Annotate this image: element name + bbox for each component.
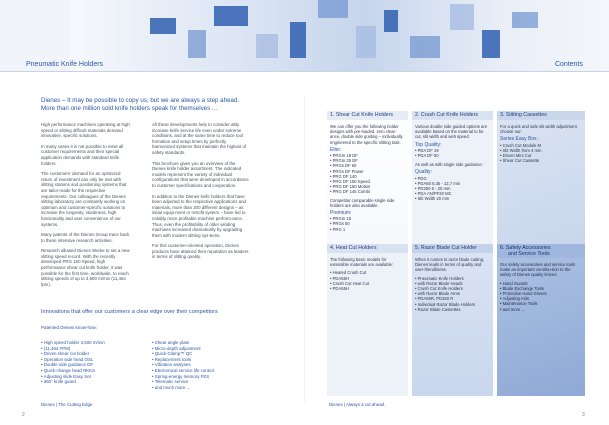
banner-tile bbox=[150, 18, 176, 34]
list-item: • Adjusting Aids bbox=[500, 296, 582, 301]
banner-tile bbox=[214, 6, 248, 26]
card-body bbox=[330, 124, 405, 232]
list-item: • Razor Blade Cassettes bbox=[415, 307, 490, 312]
list-item: • and much more ... bbox=[152, 385, 214, 391]
list-item: • Driven Mini Cut bbox=[500, 153, 582, 158]
header-divider bbox=[0, 71, 609, 72]
list-item: • PRG DF 145 Combi bbox=[330, 189, 405, 194]
premium-list bbox=[330, 216, 405, 232]
card-title bbox=[497, 244, 585, 258]
body-paragraph: The customers' demand for an optimized return of investment can only be met with slitting stations and positioning systems that are tailor-made for the respective requirements. Our colleagues of the Dienes slitting laboratory are constantly working on optimum and customer-specific solutions to increase the longevity, sturdiness, high functionality and user convenience of our systems. bbox=[41, 171, 127, 227]
card-subheading: Top Quality: bbox=[415, 141, 442, 148]
banner-tile bbox=[256, 34, 278, 58]
page-number-right: 3 bbox=[582, 412, 585, 418]
list-item: • with Razor Blade Heads bbox=[415, 281, 490, 286]
list-item: • PRG DF 150 Motion bbox=[330, 184, 405, 189]
intro-heading-line: Dienes – It may be possible to copy us, but we are always a step ahead. bbox=[41, 97, 240, 104]
list-item: • PDA DF 50 bbox=[415, 153, 490, 158]
list-item: • PRGs DF Power bbox=[330, 169, 405, 174]
card-subheading: Series Easy Box : bbox=[500, 136, 540, 143]
card-body bbox=[500, 124, 582, 163]
list-item: • Protective Hand Gloves bbox=[500, 291, 582, 296]
list-item: • Individual Razor Blade Holders bbox=[415, 302, 490, 307]
card-title: 2. Crush Cut Knife Holders bbox=[412, 111, 493, 120]
card-title: 3. Slitting Cassettes bbox=[497, 111, 585, 120]
list-item: • PRGm 19 DF bbox=[330, 153, 405, 158]
list-item: • PRGs 50 bbox=[330, 221, 405, 226]
list-item: • PD250 6 - 20 mm bbox=[415, 186, 490, 191]
banner-tile bbox=[356, 26, 376, 58]
list-item: • PRG DF 140 bbox=[330, 174, 405, 179]
list-item: • Heated Crush Cut bbox=[330, 270, 405, 275]
banner-tile bbox=[384, 10, 398, 32]
card-intro: Various double side guided options are available based on the material to be cut, slit width and web speed. bbox=[415, 124, 488, 140]
card-title: 4. Heat Cut Holders bbox=[327, 244, 408, 253]
banner-tile bbox=[318, 0, 348, 18]
list-item: • High speed holder 3,500 m/min bbox=[41, 340, 105, 346]
page-number-left: 2 bbox=[22, 412, 25, 418]
list-item: • Vibration analyses bbox=[152, 362, 214, 368]
patented-label: Patented Dienes know-how: bbox=[41, 325, 98, 330]
contents-title: Contents bbox=[554, 61, 583, 68]
list-item: • Telematic service bbox=[152, 379, 214, 385]
list-item: • PDG bbox=[415, 176, 490, 181]
list-item: • and more ... bbox=[500, 307, 582, 312]
elite-list bbox=[330, 153, 405, 195]
section-title: Pneumatic Knife Holders bbox=[26, 61, 104, 68]
list-item: • PDA AN/PF20 MC bbox=[415, 191, 490, 196]
list-item: • Maintenance Tools bbox=[500, 301, 582, 306]
list-item: • 360° knife guard bbox=[41, 379, 105, 385]
body-paragraph: Research allowed Dienes Werke to set a new slitting speed record. With the recently developed PRG 150 Speed, high performance shear cut knife holder, it was possible for the first time, worldwide, to reach slitting speeds of up to 3,500 m/min (11,464 fpm). bbox=[41, 248, 130, 287]
list-item: • (11,464 FPM) bbox=[41, 346, 105, 352]
card-subheading: Premium: bbox=[330, 210, 352, 217]
card-body bbox=[415, 257, 490, 312]
list-item: • PDA50 6,35 - 12,7 mm bbox=[415, 181, 490, 186]
banner-tile bbox=[410, 36, 440, 58]
card-intro: When it comes to razor blade cutting, Dienes leads in terms of quality and user-friendliness. bbox=[415, 257, 485, 273]
banner-tile bbox=[512, 12, 538, 28]
contents-card-safety[interactable] bbox=[497, 244, 585, 396]
card-intro: Our safety accessories and service tools make an important contribu-tion to the safety of Dienes quality knives: bbox=[500, 262, 576, 278]
header-banner bbox=[0, 0, 609, 72]
list-item: • Driven shear cut holder bbox=[41, 351, 105, 357]
banner-tile bbox=[290, 22, 306, 58]
card-subheading: Quality: bbox=[415, 169, 432, 176]
list-item: • Crush Cut Module M bbox=[500, 143, 582, 148]
quality-list bbox=[415, 176, 490, 202]
innovations-heading: Innovations that offer our customers a clear edge over their competitors bbox=[41, 309, 218, 315]
footer-tagline-right: Dienes | Always a cut ahead. bbox=[329, 402, 386, 407]
body-paragraph: In addition to the Dienes knife holders that have been adjusted to the respective applications and materials, more than 200 different designs – as initial equip-ment or retrofit system – have led to notably more profitable machine perform-ance. Thus, even the profitability of older winding machines increased dramatically by upgrading them with modern slitting sys-tems. bbox=[152, 193, 246, 238]
list-item: • Micro-depth adjustment bbox=[152, 346, 214, 352]
list-item: • PDA55R, PD250 R bbox=[415, 296, 490, 301]
list-item: • with Razor Blade Arms bbox=[415, 291, 490, 296]
list-item: • PRG 1 bbox=[330, 227, 405, 232]
list-item: • Shear Cut Cassette bbox=[500, 158, 582, 163]
contents-card-razor-blade[interactable] bbox=[412, 244, 493, 396]
card-intro: The following basic models for extensible materials are available: bbox=[330, 257, 394, 268]
body-paragraph: Many patents of the Dienes Group trace back to these intensive research activities. bbox=[41, 232, 130, 243]
list-item: • Crush Cut Knife Holders bbox=[415, 286, 490, 291]
patent-list-1 bbox=[41, 340, 105, 385]
banner-tile bbox=[450, 4, 474, 30]
list-item: • Hand Guards bbox=[500, 281, 582, 286]
contents-card-crush-cut[interactable] bbox=[412, 111, 493, 253]
list-item: • Quick-change head RKKS bbox=[41, 368, 105, 374]
body-paragraph: This brochure gives you an overview of the Dienes knife holder assortment. The indicated models represent the variety of individual configurations that were developed in accordance to customer specifications and cooperation. bbox=[152, 160, 249, 188]
intro-heading bbox=[41, 97, 291, 113]
body-paragraph: All these developments help to consider-ably increase knife service life even under extreme conditions, and at the same time to reduce tool formation and setup times by perfectly harmonized systems that maintain the highest of safety standards. bbox=[152, 122, 247, 155]
body-paragraph: In many cases it is not possible to meet all customer requirements and their special application demands with standard knife holders. bbox=[41, 143, 124, 166]
cassette-list bbox=[500, 143, 582, 164]
card-note: As well as with single side guidance: bbox=[415, 162, 483, 168]
card-note: Competitor comparable single side holders are also available. bbox=[330, 197, 395, 208]
list-item: • Operation side head OSL bbox=[41, 357, 105, 363]
safety-list bbox=[500, 281, 582, 312]
footer-tagline-left: Dienes | The Cutting Edge bbox=[41, 402, 93, 407]
list-item: • Crush Cut Heat Cut bbox=[330, 281, 405, 286]
list-item: • PRGm 25 DF bbox=[330, 158, 405, 163]
card-intro: We can offer you the following holder designs with pre-loaded, zero clear-ance, double side guiding – individually engineered to the specific slitting task. bbox=[330, 124, 403, 145]
card-body bbox=[330, 257, 405, 291]
contents-card-heat-cut[interactable] bbox=[327, 244, 408, 396]
list-item: • PRGm 15 bbox=[330, 216, 405, 221]
list-item: • PDA55H bbox=[330, 286, 405, 291]
card-subheading: Elite: bbox=[330, 146, 342, 153]
card-body bbox=[415, 124, 490, 202]
list-item: • Electronical service life control bbox=[152, 368, 214, 374]
intro-heading-line: More than one million sold knife holders speak for themselves ... bbox=[41, 105, 218, 112]
list-item: • Quick-Clamp™ QC bbox=[152, 351, 214, 357]
banner-tile bbox=[482, 30, 500, 58]
card-title-line: 6. Safety Accessories bbox=[500, 245, 551, 251]
body-column-1 bbox=[41, 122, 131, 292]
card-body bbox=[500, 262, 582, 312]
card-intro: For a quick and safe slit width adjustment choose our: bbox=[500, 124, 577, 135]
top-quality-list bbox=[415, 148, 490, 158]
body-paragraph: For this customer-oriented operation, Dienes products have attained their reputation as leaders in terms of slitting quality. bbox=[152, 243, 249, 260]
list-item: • PDA DF 19 bbox=[415, 148, 490, 153]
body-paragraph: High performance machines operating at high speed or slitting difficult materials demand innovative, specific solutions. bbox=[41, 122, 130, 139]
body-column-2 bbox=[152, 122, 250, 265]
list-item: • Pneumatic Knife Holders bbox=[415, 276, 490, 281]
list-item: • Adjusting slide Easy Set bbox=[41, 374, 105, 380]
list-item: • Slit Width from 4 mm bbox=[500, 148, 582, 153]
list-item: • Double side guidance DF bbox=[41, 362, 105, 368]
list-item: • Blade Exchange Tools bbox=[500, 286, 582, 291]
card-title-line: and Service Tools bbox=[508, 251, 550, 257]
heat-cut-list bbox=[330, 270, 405, 291]
list-item: • PRGs DF 50 bbox=[330, 163, 405, 168]
banner-tile bbox=[188, 30, 206, 58]
list-item: • Replacement tools bbox=[152, 357, 214, 363]
contents-card-shear-cut[interactable] bbox=[327, 111, 408, 253]
patent-list-2 bbox=[152, 340, 214, 390]
list-item: • Shear angle plate bbox=[152, 340, 214, 346]
list-item: • Slit Width 20 mm bbox=[415, 196, 490, 201]
contents-card-slitting-cassettes[interactable] bbox=[497, 111, 585, 253]
page-spine bbox=[304, 96, 305, 402]
razor-list bbox=[415, 276, 490, 312]
card-title: 5. Razor Blade Cut Holder bbox=[412, 244, 493, 253]
list-item: • PDA55H bbox=[330, 276, 405, 281]
list-item: • Spring-energy memory FES bbox=[152, 374, 214, 380]
list-item: • PRG DF 150 Speed bbox=[330, 179, 405, 184]
card-title: 1. Shear Cut Knife Holders bbox=[327, 111, 408, 120]
